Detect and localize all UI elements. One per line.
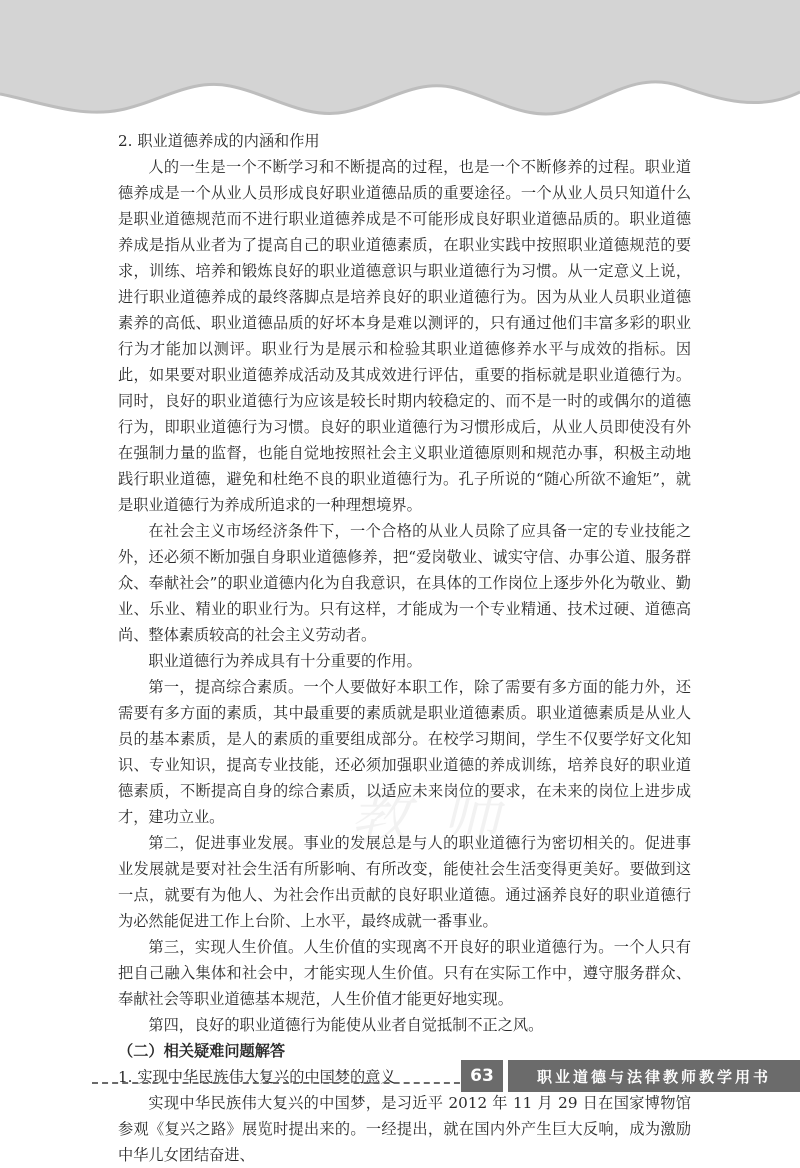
paragraph: 第一，提高综合素质。一个人要做好本职工作，除了需要有多方面的能力外，还需要有多方面的素质，其中最重要的素质就是职业道德素质。职业道德素质是从业人员的基本素质，是人的素质的重要组成部分。在校学习期间，学生不仅要学好文化知识、专业知识，提高专业技能，还必须加强职业道德的养成训练，培养良好的职业道德素质，不断提高自身的综合素质，以适应未来岗位的要求，在未来的岗位上进步成才，建功立业。	[118, 678, 691, 826]
section-heading: 2. 职业道德养成的内涵和作用	[118, 132, 320, 150]
paragraph: 第三，实现人生价值。人生价值的实现离不开良好的职业道德行为。一个人只有把自己融入集体和社会中，才能实现人生价值。只有在实际工作中，遵守服务群众、奉献社会等职业道德基本规范，人生价值才能更好地实现。	[118, 938, 691, 1008]
footer-dashed-rule	[92, 1082, 470, 1084]
paragraph: 在社会主义市场经济条件下，一个合格的从业人员除了应具备一定的专业技能之外，还必须不断加强自身职业道德修养，把“爱岗敬业、诚实守信、办事公道、服务群众、奉献社会”的职业道德内化为自我意识，在具体的工作岗位上逐步外化为敬业、勤业、乐业、精业的职业行为。只有这样，才能成为一个专业精通、技术过硬、道德高尚、整体素质较高的社会主义劳动者。	[118, 522, 691, 644]
paragraph: 人的一生是一个不断学习和不断提高的过程，也是一个不断修养的过程。职业道德养成是一个从业人员形成良好职业道德品质的重要途径。一个从业人员只知道什么是职业道德规范而不进行职业道德养成是不可能形成良好职业道德品质的。职业道德养成是指从业者为了提高自己的职业道德素质，在职业实践中按照职业道德规范的要求，训练、培养和锻炼良好的职业道德意识与职业道德行为习惯。从一定意义上说，进行职业道德养成的最终落脚点是培养良好的职业道德行为。因为从业人员职业道德素养的高低、职业道德品质的好坏本身是难以测评的，只有通过他们丰富多彩的职业行为才能加以测评。职业行为是展示和检验其职业道德修养水平与成效的指标。因此，如果要对职业道德养成活动及其成效进行评估，重要的指标就是职业道德行为。同时，良好的职业道德行为应该是较长时期内较稳定的、而不是一时的或偶尔的道德行为，即职业道德行为习惯。良好的职业道德行为习惯形成后，从业人员即使没有外在强制力量的监督，也能自觉地按照社会主义职业道德原则和规范办事，积极主动地践行职业道德，避免和杜绝不良的职业道德行为。孔子所说的“随心所欲不逾矩”，就是职业道德行为养成所追求的一种理想境界。	[118, 158, 691, 514]
book-title: 职业道德与法律教师教学用书	[508, 1060, 800, 1092]
subsection-heading: （二）相关疑难问题解答	[118, 1042, 286, 1060]
item-heading: 1. 实现中华民族伟大复兴的中国梦的意义	[118, 1068, 396, 1086]
page-number: 63	[461, 1060, 503, 1092]
paragraph: 第二，促进事业发展。事业的发展总是与人的职业道德行为密切相关的。促进事业发展就是要对社会生活有所影响、有所改变，能使社会生活变得更美好。要做到这一点，就要有为他人、为社会作出贡献的良好职业道德。通过涵养良好的职业道德行为必然能促进工作上台阶、上水平，最终成就一番事业。	[118, 834, 691, 930]
paragraph: 职业道德行为养成具有十分重要的作用。	[148, 652, 422, 670]
page-content	[118, 128, 691, 1168]
background-watermark: 教 师	[350, 783, 508, 853]
paragraph: 实现中华民族伟大复兴的中国梦，是习近平 2012 年 11 月 29 日在国家博物馆参观《复兴之路》展览时提出来的。一经提出，就在国内外产生巨大反响，成为激励中华儿女团结奋进、	[118, 1094, 691, 1164]
paragraph: 第四，良好的职业道德行为能使从业者自觉抵制不正之风。	[148, 1016, 544, 1034]
